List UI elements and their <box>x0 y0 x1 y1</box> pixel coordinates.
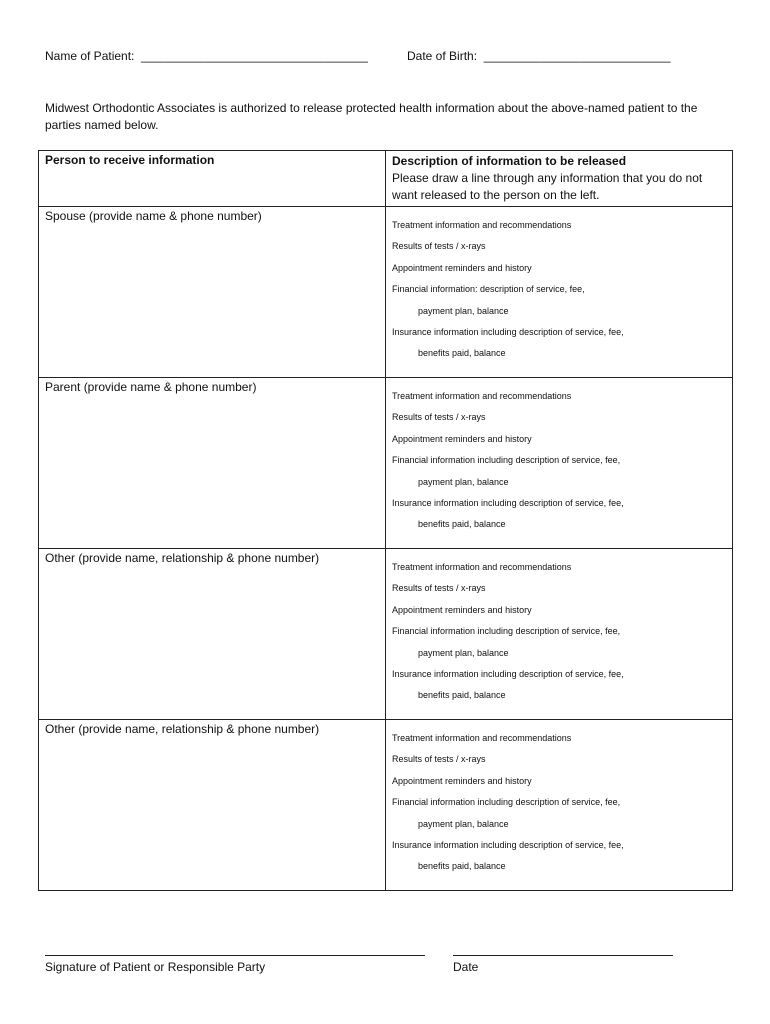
person-cell[interactable] <box>39 720 386 891</box>
date-line[interactable] <box>453 955 673 956</box>
description-header-title: Description of information to be released <box>392 154 627 168</box>
person-label: Parent (provide name & phone number) <box>45 380 257 394</box>
description-column-header <box>386 151 733 207</box>
signature-line[interactable] <box>45 955 425 956</box>
info-item: Treatment information and recommendations <box>392 733 572 743</box>
info-item: Results of tests / x-rays <box>392 241 486 252</box>
person-label: Other (provide name, relationship & phone number) <box>45 551 320 565</box>
info-item: Appointment reminders and history <box>392 604 532 615</box>
info-item: Results of tests / x-rays <box>392 754 486 765</box>
signature-label: Signature of Patient or Responsible Party <box>45 960 266 974</box>
description-header-instructions: Please draw a line through any information that you do not want released to the person on the left. <box>392 171 703 202</box>
info-item: Insurance information including description of service, fee, <box>392 669 624 680</box>
person-cell[interactable] <box>39 549 386 720</box>
info-item: Results of tests / x-rays <box>392 412 486 423</box>
info-item: Financial information including description of service, fee, <box>392 797 621 808</box>
info-item: payment plan, balance <box>418 476 509 487</box>
info-list-cell <box>386 549 733 720</box>
person-label: Other (provide name, relationship & phone number) <box>45 722 320 736</box>
info-item: benefits paid, balance <box>418 861 506 872</box>
info-list-cell <box>386 378 733 549</box>
info-item: Insurance information including description of service, fee, <box>392 498 624 509</box>
table-header-row <box>39 151 733 207</box>
info-list-cell <box>386 207 733 378</box>
patient-name-field[interactable]: Name of Patient: __________________________________ <box>45 49 368 63</box>
info-item: Results of tests / x-rays <box>392 583 486 594</box>
info-list-cell <box>386 720 733 891</box>
info-item: benefits paid, balance <box>418 519 506 530</box>
info-item: benefits paid, balance <box>418 690 506 701</box>
date-label: Date <box>453 960 479 974</box>
info-item: payment plan, balance <box>418 818 509 829</box>
person-cell[interactable] <box>39 378 386 549</box>
table-row <box>39 378 733 549</box>
info-item: Insurance information including description of service, fee, <box>392 327 624 338</box>
info-item: Treatment information and recommendations <box>392 391 572 401</box>
table-row <box>39 549 733 720</box>
info-item: Insurance information including description of service, fee, <box>392 840 624 851</box>
info-item: payment plan, balance <box>418 647 509 658</box>
info-item: payment plan, balance <box>418 305 509 316</box>
person-label: Spouse (provide name & phone number) <box>45 209 262 223</box>
table-row <box>39 207 733 378</box>
info-item: Financial information: description of service, fee, <box>392 284 585 295</box>
authorization-statement: Midwest Orthodontic Associates is authorized to release protected health information about the above-named patient to the parties named below. <box>45 101 698 132</box>
release-table <box>38 150 733 891</box>
date-of-birth-field[interactable]: Date of Birth: ____________________________ <box>407 49 671 63</box>
info-item: Financial information including description of service, fee, <box>392 626 621 637</box>
table-row <box>39 720 733 891</box>
info-item: Financial information including description of service, fee, <box>392 455 621 466</box>
person-column-header: Person to receive information <box>39 151 386 207</box>
info-item: Appointment reminders and history <box>392 775 532 786</box>
info-item: Treatment information and recommendations <box>392 562 572 572</box>
person-cell[interactable] <box>39 207 386 378</box>
info-item: Treatment information and recommendations <box>392 220 572 230</box>
info-item: Appointment reminders and history <box>392 262 532 273</box>
info-item: benefits paid, balance <box>418 348 506 359</box>
info-item: Appointment reminders and history <box>392 433 532 444</box>
